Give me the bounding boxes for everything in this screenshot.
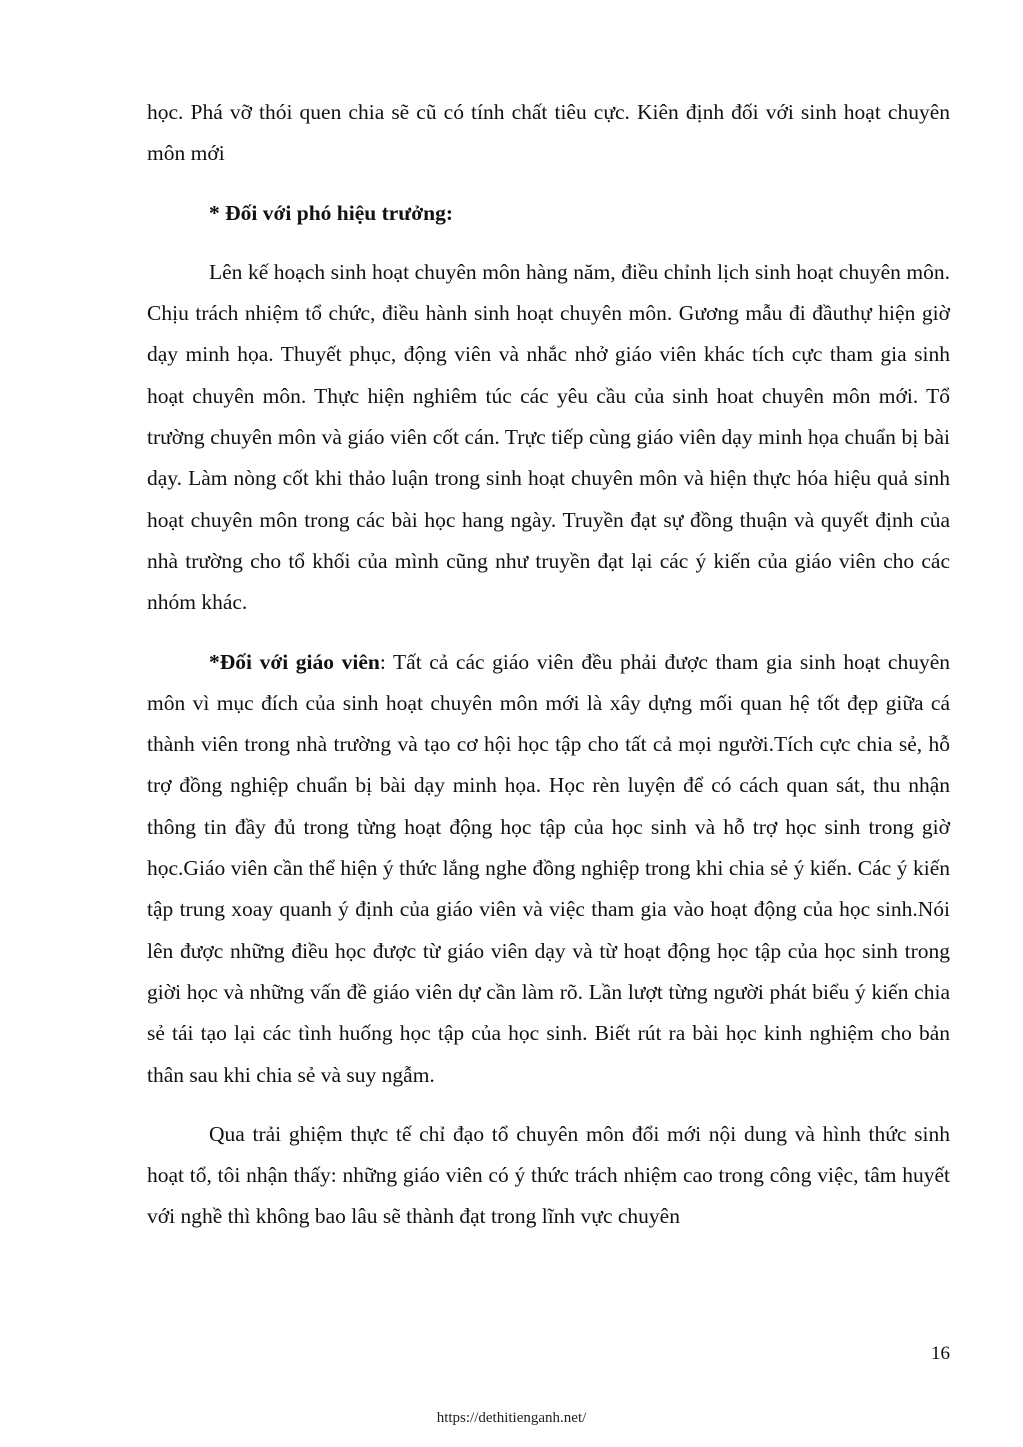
paragraph-continuation: học. Phá vỡ thói quen chia sẽ cũ có tính chất tiêu cực. Kiên định đối với sinh hoạt chuyên môn mới (147, 100, 950, 166)
section-heading-vice-principal (147, 193, 950, 234)
heading-teachers: *Đối với giáo viên (209, 649, 380, 674)
paragraph-teachers (147, 642, 950, 1096)
paragraph-teachers-text: : Tất cả các giáo viên đều phải được tham gia sinh hoạt chuyên môn vì mục đích của sinh hoạt chuyên môn mới là xây dựng mối quan hệ tốt đẹp giữa cá thành viên trong nhà trường và tạo cơ hội học tập cho tất cả mọi người.Tích cực chia sẻ, hỗ trợ đồng nghiệp chuẩn bị bài dạy minh họa. Học rèn luyện để có cách quan sát, thu nhận thông tin đầy đủ trong từng hoạt động học tập của học sinh và hỗ trợ học sinh trong giờ học.Giáo viên cần thể hiện ý thức lắng nghe đồng nghiệp trong khi chia sẻ ý kiến. Các ý kiến tập trung xoay quanh ý định của giáo viên và việc tham gia vào hoạt động của học sinh.Nói lên được những điều học được từ giáo viên dạy và từ hoạt động học tập của học sinh trong giời học và những vấn đề giáo viên dự cần làm rõ. Lần lượt từng người phát biểu ý kiến chia sẻ tái tạo lại các tình huống học tập của học sinh. Biết rút ra bài học kinh nghiệm cho bản thân sau khi chia sẻ và suy ngẫm. (147, 649, 950, 1087)
paragraph-experience: Qua trải ghiệm thực tế chỉ đạo tổ chuyên môn đổi mới nội dung và hình thức sinh hoạt tổ, tôi nhận thấy: những giáo viên có ý thức trách nhiệm cao trong công việc, tâm huyết với nghề thì không bao lâu sẽ thành đạt trong lĩnh vực chuyên (147, 1121, 950, 1229)
body-text (147, 92, 950, 1238)
heading-text: * Đối với phó hiệu trưởng: (209, 200, 453, 225)
footer-url: https://dethitienganh.net/ (436, 1410, 587, 1426)
page-number: 16 (931, 1343, 950, 1364)
paragraph-vice-principal: Lên kế hoạch sinh hoạt chuyên môn hàng năm, điều chỉnh lịch sinh hoạt chuyên môn. Chịu trách nhiệm tổ chức, điều hành sinh hoạt chuyên môn. Gương mẫu đi đầuthự hiện giờ dạy minh họa. Thuyết phục, động viên và nhắc nhở giáo viên khác tích cực tham gia sinh hoạt chuyên môn. Thực hiện nghiêm túc các yêu cầu của sinh hoat chuyên môn mới. Tổ trường chuyên môn và giáo viên cốt cán. Trực tiếp cùng giáo viên dạy minh họa chuẩn bị bài dạy. Làm nòng cốt khi thảo luận trong sinh hoạt chuyên môn và hiện thực hóa hiệu quả sinh hoạt chuyên môn trong các bài học hang ngày. Truyền đạt sự đồng thuận và quyết định của nhà trường cho tổ khối của mình cũng như truyền đạt lại các ý kiến của giáo viên cho các nhóm khác. (147, 259, 950, 615)
